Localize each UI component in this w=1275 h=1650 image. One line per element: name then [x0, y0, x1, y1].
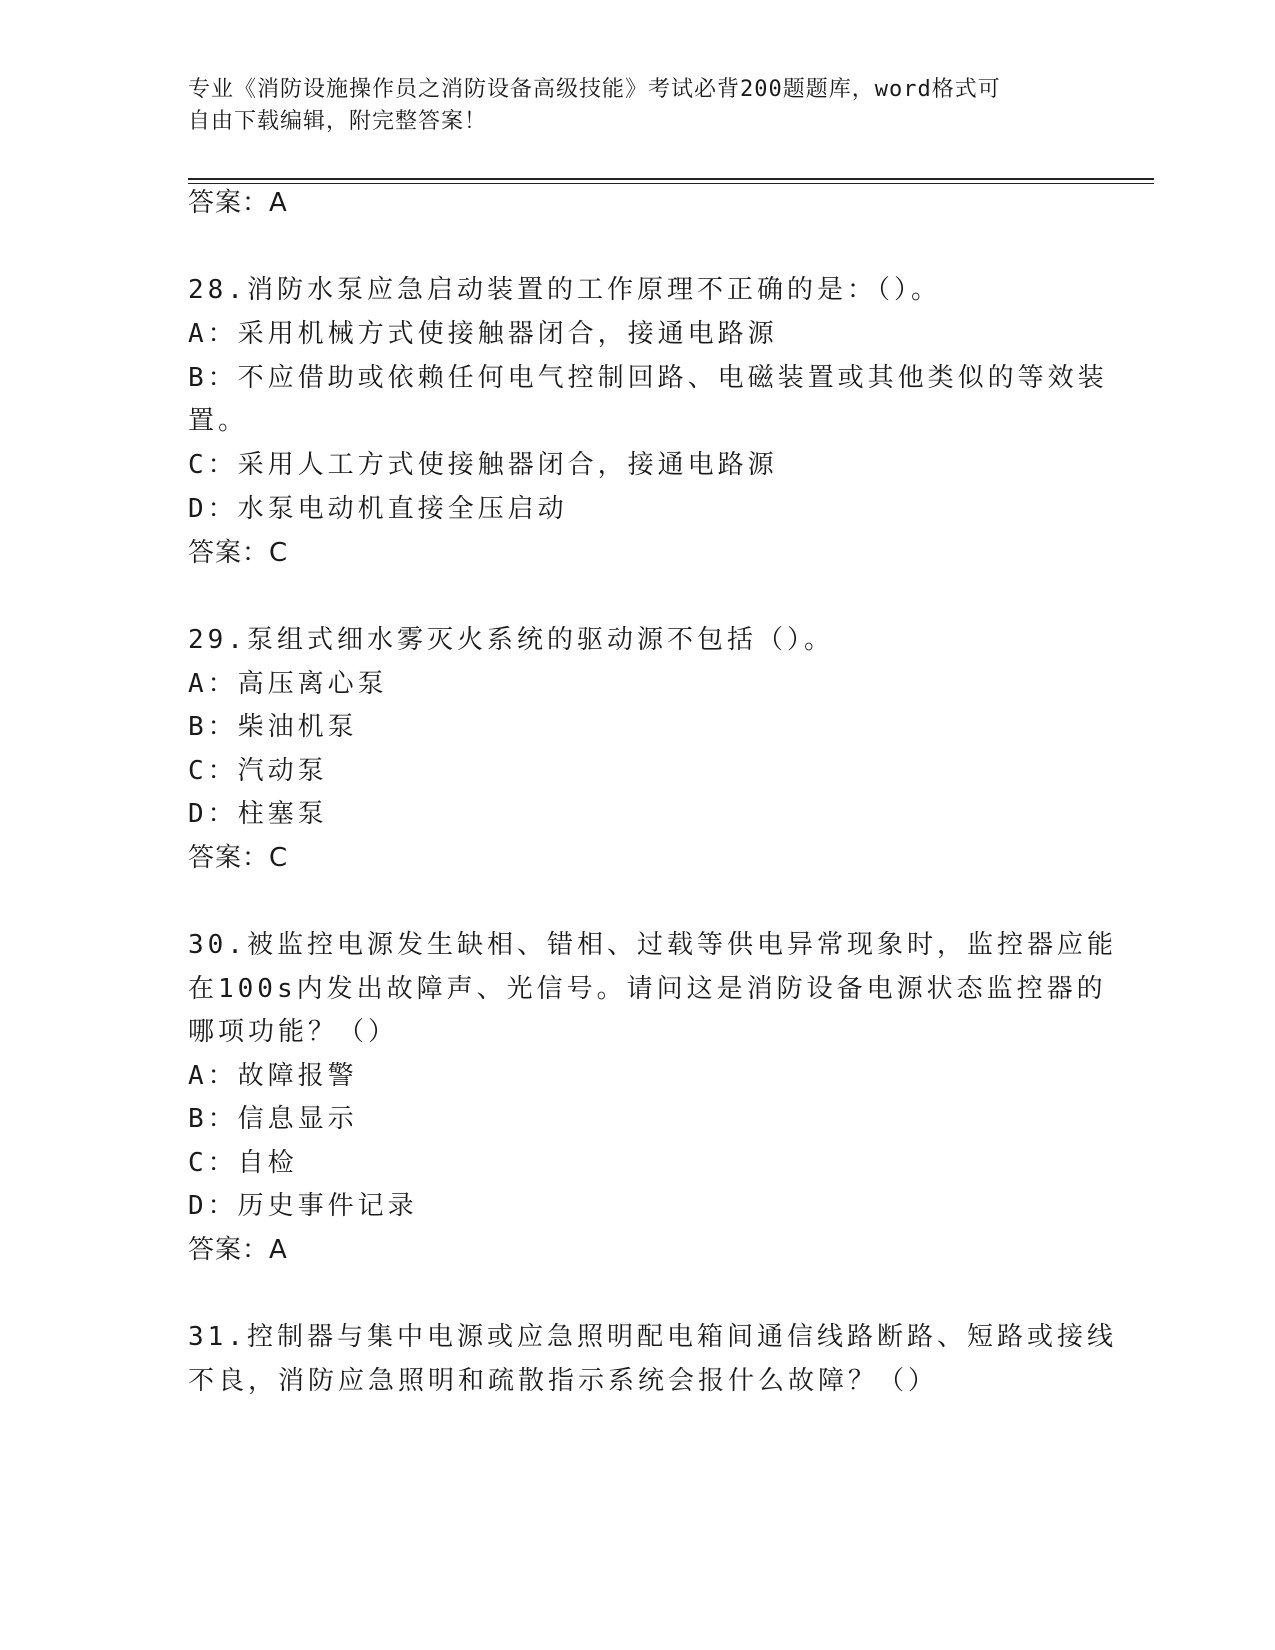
question-31-text-2: 不良，消防应急照明和疏散指示系统会报什么故障？（） — [188, 1366, 939, 1396]
question-29-option-d: D：柱塞泵 — [188, 799, 328, 829]
question-28-text: 28.消防水泵应急启动装置的工作原理不正确的是：（）。 — [188, 275, 941, 305]
answer-q28: 答案：C — [188, 538, 289, 568]
header-line-1: 专业《消防设施操作员之消防设备高级技能》考试必背200题题库，word格式可 — [188, 77, 1001, 102]
question-28-option-c: C：采用人工方式使接触器闭合，接通电路源 — [188, 450, 778, 480]
question-29-option-a: A：高压离心泵 — [188, 669, 388, 699]
question-30-option-d: D：历史事件记录 — [188, 1191, 418, 1221]
question-28-option-d: D：水泵电动机直接全压启动 — [188, 494, 568, 524]
question-30-option-b: B：信息显示 — [188, 1104, 358, 1134]
answer-q27: 答案：A — [188, 188, 288, 218]
answer-q30: 答案：A — [188, 1235, 288, 1265]
document-header — [188, 74, 1068, 138]
question-30-option-a: A：故障报警 — [188, 1061, 358, 1091]
question-30-text-3: 哪项功能？（） — [188, 1017, 399, 1047]
question-29-option-c: C：汽动泵 — [188, 756, 328, 786]
question-30-option-c: C：自检 — [188, 1148, 298, 1178]
answer-q29: 答案：C — [188, 843, 289, 873]
question-30-text-1: 30.被监控电源发生缺相、错相、过载等供电异常现象时，监控器应能 — [188, 930, 1117, 960]
question-29-text: 29.泵组式细水雾灭火系统的驱动源不包括（）。 — [188, 625, 834, 655]
header-divider-thick — [188, 178, 1154, 180]
question-30-text-2: 在100s内发出故障声、光信号。请问这是消防设备电源状态监控器的 — [188, 974, 1107, 1004]
question-29-option-b: B：柴油机泵 — [188, 712, 358, 742]
question-28-option-b-cont: 置。 — [188, 406, 249, 436]
question-28-option-b: B：不应借助或依赖任何电气控制回路、电磁装置或其他类似的等效装 — [188, 363, 1108, 393]
question-31-text-1: 31.控制器与集中电源或应急照明配电箱间通信线路断路、短路或接线 — [188, 1322, 1117, 1352]
question-28-option-a: A：采用机械方式使接触器闭合，接通电路源 — [188, 319, 778, 349]
header-line-2: 自由下载编辑，附完整答案！ — [188, 109, 488, 134]
header-divider-thin — [188, 183, 1154, 184]
